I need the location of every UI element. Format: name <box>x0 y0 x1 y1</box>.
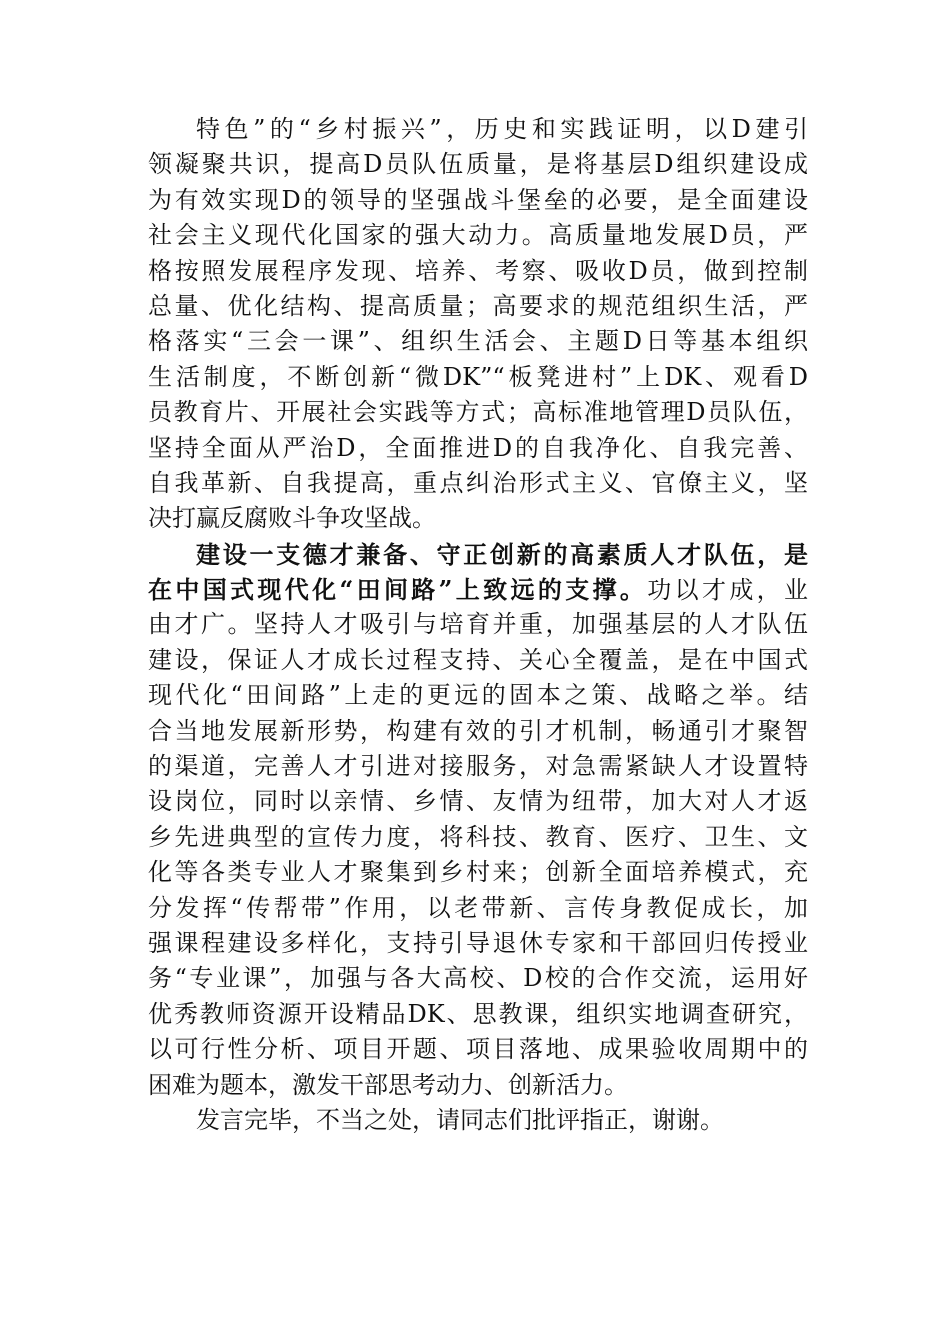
text-line <box>148 572 808 607</box>
text-line: 特色”的“乡村振兴”，历史和实践证明，以D建引 <box>196 115 808 143</box>
paragraph-3 <box>148 1103 808 1138</box>
text-line: 社会主义现代化国家的强大动力。高质量地发展D员，严 <box>148 221 808 250</box>
bold-heading-segment: 在中国式现代化“田间路”上致远的支撑。 <box>148 575 648 605</box>
text-line: 化等各类专业人才聚集到乡村来；创新全面培养模式，充 <box>148 858 808 887</box>
text-line: 建设，保证人才成长过程支持、关心全覆盖，是在中国式 <box>148 645 808 674</box>
text-line: 设岗位，同时以亲情、乡情、友情为纽带，加大对人才返 <box>148 787 808 816</box>
text-line: 坚持全面从严治D，全面推进D的自我净化、自我完善、 <box>148 433 808 462</box>
text-line: 决打赢反腐败斗争攻坚战。 <box>148 504 436 533</box>
text-line: 由才广。坚持人才吸引与培育并重，加强基层的人才队伍 <box>148 610 808 639</box>
text-line: 分发挥“传帮带”作用，以老带新、言传身教促成长，加 <box>148 893 808 922</box>
text-line: 强课程建设多样化，支持引导退休专家和干部回归传授业 <box>148 928 808 957</box>
text-line: 格按照发展程序发现、培养、考察、吸收D员，做到控制 <box>148 256 808 285</box>
paragraph-2 <box>148 537 808 1103</box>
text-line: 优秀教师资源开设精品DK、思教课，组织实地调查研究， <box>148 999 808 1028</box>
text-line: 现代化“田间路”上走的更远的固本之策、战略之举。结 <box>148 681 808 710</box>
bold-heading-line: 建设一支德才兼备、守正创新的高素质人才队伍，是 <box>196 539 808 569</box>
text-line: 以可行性分析、项目开题、项目落地、成果验收周期中的 <box>148 1035 808 1064</box>
text-line: 员教育片、开展社会实践等方式；高标准地管理D员队伍， <box>148 398 808 427</box>
text-line: 领凝聚共识，提高D员队伍质量，是将基层D组织建设成 <box>148 150 808 179</box>
text-line: 总量、优化结构、提高质量；高要求的规范组织生活，严 <box>148 291 808 320</box>
text-line: 乡先进典型的宣传力度，将科技、教育、医疗、卫生、文 <box>148 822 808 851</box>
text-line: 自我革新、自我提高，重点纠治形式主义、官僚主义，坚 <box>148 468 808 497</box>
text-line: 合当地发展新形势，构建有效的引才机制，畅通引才聚智 <box>148 716 808 745</box>
text-line: 务“专业课”，加强与各大高校、D校的合作交流，运用好 <box>148 964 808 993</box>
document-page <box>148 112 808 1138</box>
text-line: 生活制度，不断创新“微DK”“板凳进村”上DK、观看D <box>148 362 808 391</box>
text-line: 的渠道，完善人才引进对接服务，对急需紧缺人才设置特 <box>148 752 808 781</box>
paragraph-1 <box>148 112 808 537</box>
text-segment: 功以才成，业 <box>647 576 809 605</box>
text-line: 为有效实现D的领导的坚强战斗堡垒的必要，是全面建设 <box>148 185 808 214</box>
text-line: 格落实“三会一课”、组织生活会、主题D日等基本组织 <box>148 327 808 356</box>
text-line: 困难为题本，激发干部思考动力、创新活力。 <box>148 1070 628 1099</box>
closing-line: 发言完毕，不当之处，请同志们批评指正，谢谢。 <box>196 1105 724 1134</box>
